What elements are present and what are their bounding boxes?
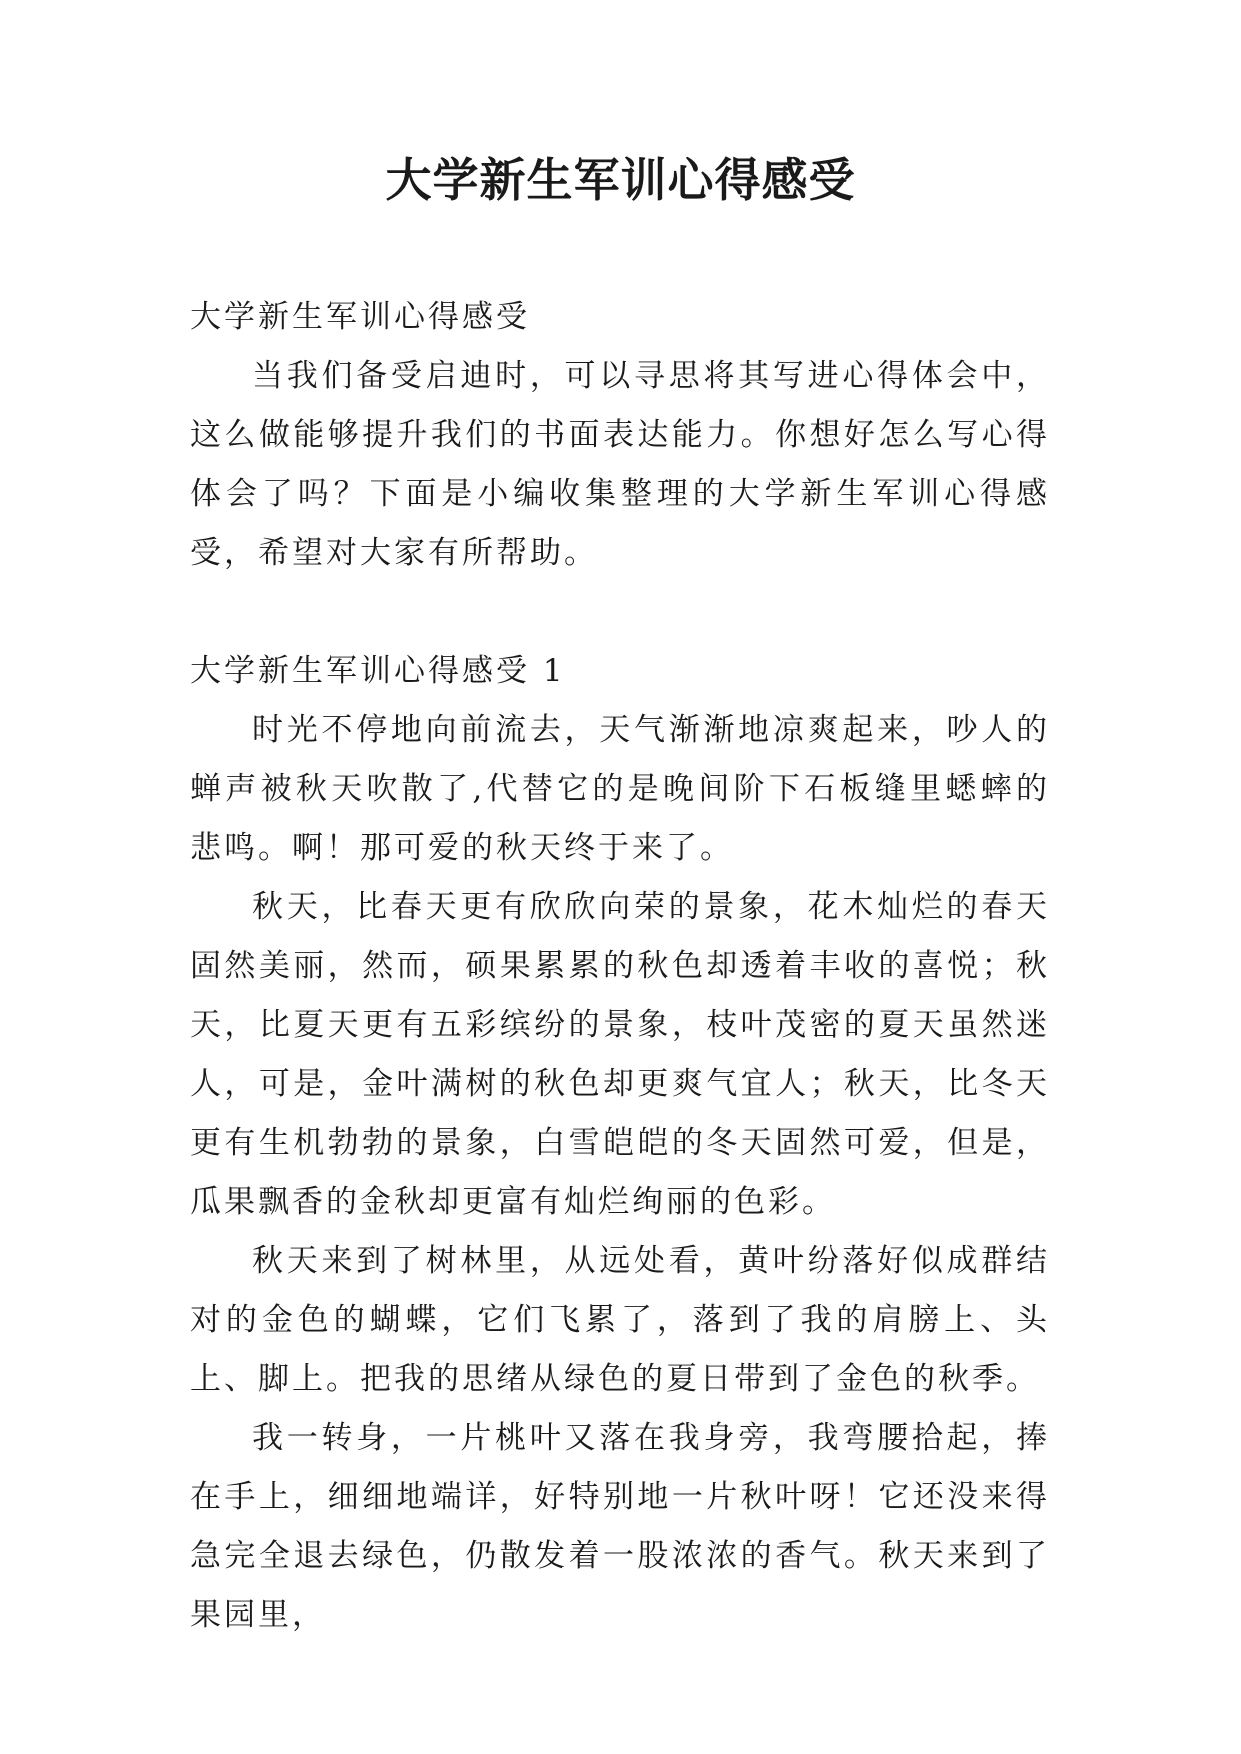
document-title: 大学新生军训心得感受 xyxy=(385,153,856,207)
body-paragraph: 时光不停地向前流去，天气渐渐地凉爽起来，吵人的蝉声被秋天吹散了,代替它的是晚间阶下石板缝里蟋蟀的悲鸣。啊！那可爱的秋天终于来了。 xyxy=(190,712,1050,866)
section-heading: 大学新生军训心得感受 1 xyxy=(190,653,566,689)
intro-heading: 大学新生军训心得感受 xyxy=(190,299,530,335)
body-paragraph: 秋天来到了树林里，从远处看，黄叶纷落好似成群结对的金色的蝴蝶，它们飞累了，落到了我的肩膀上、头上、脚上。把我的思绪从绿色的夏日带到了金色的秋季。 xyxy=(190,1243,1050,1397)
intro-paragraph: 当我们备受启迪时，可以寻思将其写进心得体会中，这么做能够提升我们的书面表达能力。你想好怎么写心得体会了吗？下面是小编收集整理的大学新生军训心得感受，希望对大家有所帮助。 xyxy=(190,358,1050,571)
body-paragraph: 我一转身，一片桃叶又落在我身旁，我弯腰拾起，捧在手上，细细地端详，好特别地一片秋叶呀！它还没来得急完全退去绿色，仍散发着一股浓浓的香气。秋天来到了果园里， xyxy=(190,1420,1050,1633)
section-spacer xyxy=(190,583,1050,642)
body-paragraph: 秋天，比春天更有欣欣向荣的景象，花木灿烂的春天固然美丽，然而，硕果累累的秋色却透着丰收的喜悦；秋天，比夏天更有五彩缤纷的景象，枝叶茂密的夏天虽然迷人，可是，金叶满树的秋色却更爽气宜人；秋天，比冬天更有生机勃勃的景象，白雪皑皑的冬天固然可爱，但是，瓜果飘香的金秋却更富有灿烂绚丽的色彩。 xyxy=(190,889,1050,1220)
document-body xyxy=(190,288,1050,1645)
